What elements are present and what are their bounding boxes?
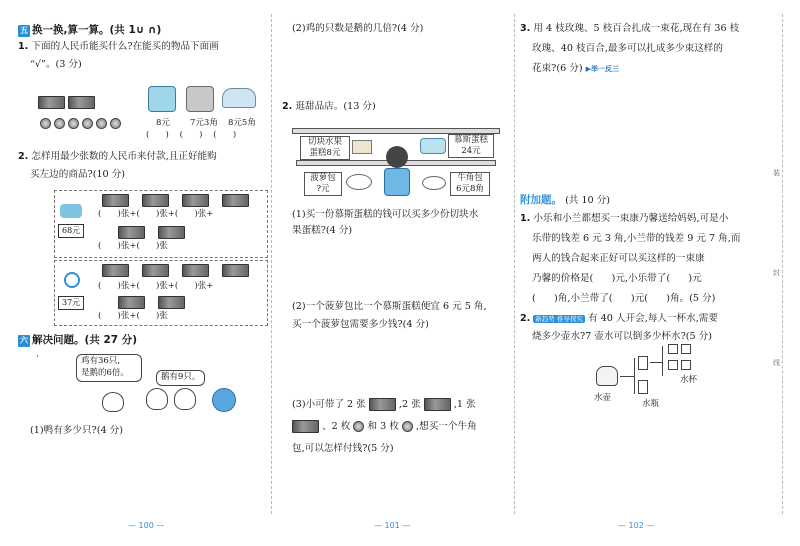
section-5-icon: 五 [18, 25, 30, 37]
question-number: 1. [18, 41, 29, 52]
trend-badge: 新趋势 推导探究 [535, 315, 583, 323]
banknote-image [142, 194, 169, 207]
banknote-image [102, 194, 129, 207]
sub-question-2: (2)鸡的只数是鹅的几倍?(4 分) [292, 23, 424, 34]
cup-group [668, 344, 691, 360]
coin-image [40, 118, 51, 129]
banknote-image [182, 264, 209, 277]
cup-image [681, 344, 691, 354]
page-101 [282, 0, 510, 546]
banknote-image [102, 264, 129, 277]
question-text: 逛甜品店。(13 分) [295, 101, 376, 112]
hat-image [222, 88, 256, 108]
speech-bubble: 鸡有36只, 是鹅的6倍。 [76, 354, 142, 382]
banknote-image [38, 96, 65, 109]
kettle-label: 水壶 [594, 393, 612, 403]
sub-question-3-line2 [292, 420, 477, 435]
page-number: — 101 — [374, 520, 411, 530]
coin-row [40, 118, 121, 135]
coin-image [353, 421, 364, 432]
question-text: “√”。(3 分) [30, 59, 82, 70]
price-tag: 37元 [58, 296, 84, 310]
chicken-image [212, 388, 236, 412]
cup-image [681, 360, 691, 370]
banknote-image [142, 264, 169, 277]
section-6-heading [18, 332, 137, 348]
question-text: 买左边的商品?(10 分) [30, 169, 126, 180]
extra-question-1 [520, 212, 760, 227]
arrow-line [620, 376, 634, 377]
coin-image [402, 421, 413, 432]
banknote-image [158, 296, 185, 309]
question-2 [18, 150, 263, 165]
goose-image [174, 388, 196, 410]
coin-image [96, 118, 107, 129]
answer-blanks[interactable]: ( )张+( )张 [98, 241, 168, 251]
extra-heading [520, 192, 610, 209]
price-card-fruit-cake: 切块水果 蛋糕8元 [300, 136, 350, 160]
sub-question-text: (1)买一份慕斯蛋糕的钱可以买多少份切块水 [292, 209, 479, 220]
banknote-image [118, 226, 145, 239]
price-label: 7元3角 [190, 118, 218, 128]
banknote-row [38, 96, 95, 115]
question-text: 乐带的钱差 6 元 3 角,小兰带的钱差 9 元 7 角,而 [532, 233, 741, 244]
page-102 [520, 0, 760, 546]
sub-question-text: (3)小可带了 2 张 [292, 399, 366, 410]
child-body-image [384, 168, 410, 196]
question-text: 两人的钱合起来正好可以买这样的一束康 [532, 253, 705, 264]
coin-image [82, 118, 93, 129]
question-text: 花束?(6 分) [532, 63, 583, 74]
question-text: 用 4 枝玫瑰、5 枝百合扎成一束花,现在有 36 枝 [533, 23, 740, 34]
question-2 [282, 100, 510, 115]
bottle-image [638, 380, 648, 394]
bracket-line [634, 358, 635, 394]
question-text: 怎样用最少张数的人民币来付款,且正好能购 [31, 151, 217, 162]
question-3 [520, 22, 760, 37]
page-number: — 100 — [128, 520, 165, 530]
sub-question-text: ,1 张 [453, 399, 476, 410]
question-1 [18, 40, 263, 55]
banknote-image [222, 194, 249, 207]
section-6-title: 解决问题。(共 27 分) [32, 334, 138, 346]
price-tag: 68元 [58, 224, 84, 238]
question-number: 2. [520, 313, 531, 324]
coin-image [54, 118, 65, 129]
bottle-label: 水瓶 [642, 399, 660, 409]
column-divider [271, 14, 272, 514]
page-number: — 102 — [618, 520, 655, 530]
coin-image [110, 118, 121, 129]
banknote-image [369, 398, 396, 411]
question-number: 2. [282, 101, 293, 112]
pineapple-bun-image [346, 174, 372, 190]
question-text: 玫瑰、40 枝百合,最多可以扎成多少束这样的 [532, 43, 723, 54]
sub-question-text: 、2 枚 [322, 421, 351, 432]
kettle-image [596, 366, 618, 386]
binding-label: 装 [773, 169, 780, 177]
binding-label: 封 [773, 269, 780, 277]
speech-bubble: 鹅有9只。 [156, 370, 205, 386]
banknote-image [118, 296, 145, 309]
shoes-image [60, 204, 82, 218]
bottle-image [638, 356, 648, 370]
question-number: 3. [520, 23, 531, 34]
section-5-title: 换一换,算一算。(共 1∪ ∩) [32, 24, 162, 36]
question-number: 2. [18, 151, 29, 162]
gloves-image [148, 86, 176, 112]
answer-blanks[interactable]: ( ) ( ) ( ) [146, 130, 237, 140]
price-label: 8元 [156, 118, 170, 128]
price-card-croissant: 牛角包 6元8角 [450, 172, 490, 196]
banknote-image [182, 194, 209, 207]
arrow-line [650, 362, 662, 363]
question-text: 小乐和小兰都想买一束康乃馨送给妈妈,可是小 [533, 213, 729, 224]
answer-blanks[interactable]: ( )张+( )张 [98, 311, 168, 321]
coin-image [68, 118, 79, 129]
cup-label: 水杯 [680, 375, 698, 385]
cake-slice-image [352, 140, 372, 154]
croissant-image [422, 176, 446, 190]
banknote-image [158, 226, 185, 239]
section-6-icon: 六 [18, 335, 30, 347]
goose-image [146, 388, 168, 410]
bracket-line [662, 346, 663, 376]
price-label: 8元5角 [228, 118, 256, 128]
sub-question-text: 和 3 枚 [367, 421, 399, 432]
question-number: 1. [520, 213, 531, 224]
sub-question-text: 买一个菠萝包需要多少钱?(4 分) [292, 319, 429, 330]
question-text: 有 40 人开会,每人一杯水,需要 [588, 313, 718, 324]
sub-question-text: (2)一个菠萝包比一个慕斯蛋糕便宜 6 元 5 角, [292, 301, 487, 312]
answer-blanks[interactable]: ( )张+( )张+( )张+ [98, 281, 214, 291]
price-card-pineapple-bun: 菠萝包 ?元 [304, 172, 342, 196]
banknote-image [292, 420, 319, 433]
duck-image [102, 392, 124, 412]
extra-title: 附加题。 [520, 194, 562, 206]
cup-image [668, 360, 678, 370]
sub-question-3 [292, 398, 476, 413]
extra-score: (共 10 分) [565, 195, 611, 206]
banknote-image [424, 398, 451, 411]
answer-blanks[interactable]: 乃馨的价格是( )元,小乐带了( )元 [532, 273, 702, 284]
question-text-line [532, 62, 619, 77]
binding-label: 线 [773, 359, 780, 367]
banknote-image [68, 96, 95, 109]
price-card-mousse-cake: 慕斯蛋糕 24元 [448, 134, 494, 158]
question-text: 下面的人民币能买什么?在能买的物品下面画 [31, 41, 219, 52]
child-head-image [386, 146, 408, 168]
practice-note[interactable]: ▶举一反三 [585, 65, 620, 73]
sub-question-text: ,2 张 [398, 399, 421, 410]
bullet-dot: · [36, 351, 40, 362]
page-100 [18, 0, 263, 546]
column-divider [514, 14, 515, 514]
scarf-image [186, 86, 214, 112]
sub-question-1: (1)鸭有多少只?(4 分) [30, 425, 123, 436]
mousse-cake-image [420, 138, 446, 154]
alarm-clock-image [64, 272, 80, 288]
answer-blanks[interactable]: ( )角,小兰带了( )元( )角。(5 分) [532, 293, 716, 304]
sub-question-text: 果蛋糕?(4 分) [292, 225, 353, 236]
extra-question-2 [520, 312, 760, 327]
question-text: 烧多少壶水?7 壶水可以倒多少杯水?(5 分) [532, 331, 712, 342]
sub-question-text: 包,可以怎样付钱?(5 分) [292, 443, 394, 454]
sub-question-text: ,想买一个牛角 [416, 421, 477, 432]
answer-blanks[interactable]: ( )张+( )张+( )张+ [98, 209, 214, 219]
cup-image [668, 344, 678, 354]
binding-line [782, 14, 783, 514]
section-5-heading [18, 22, 161, 38]
banknote-image [222, 264, 249, 277]
